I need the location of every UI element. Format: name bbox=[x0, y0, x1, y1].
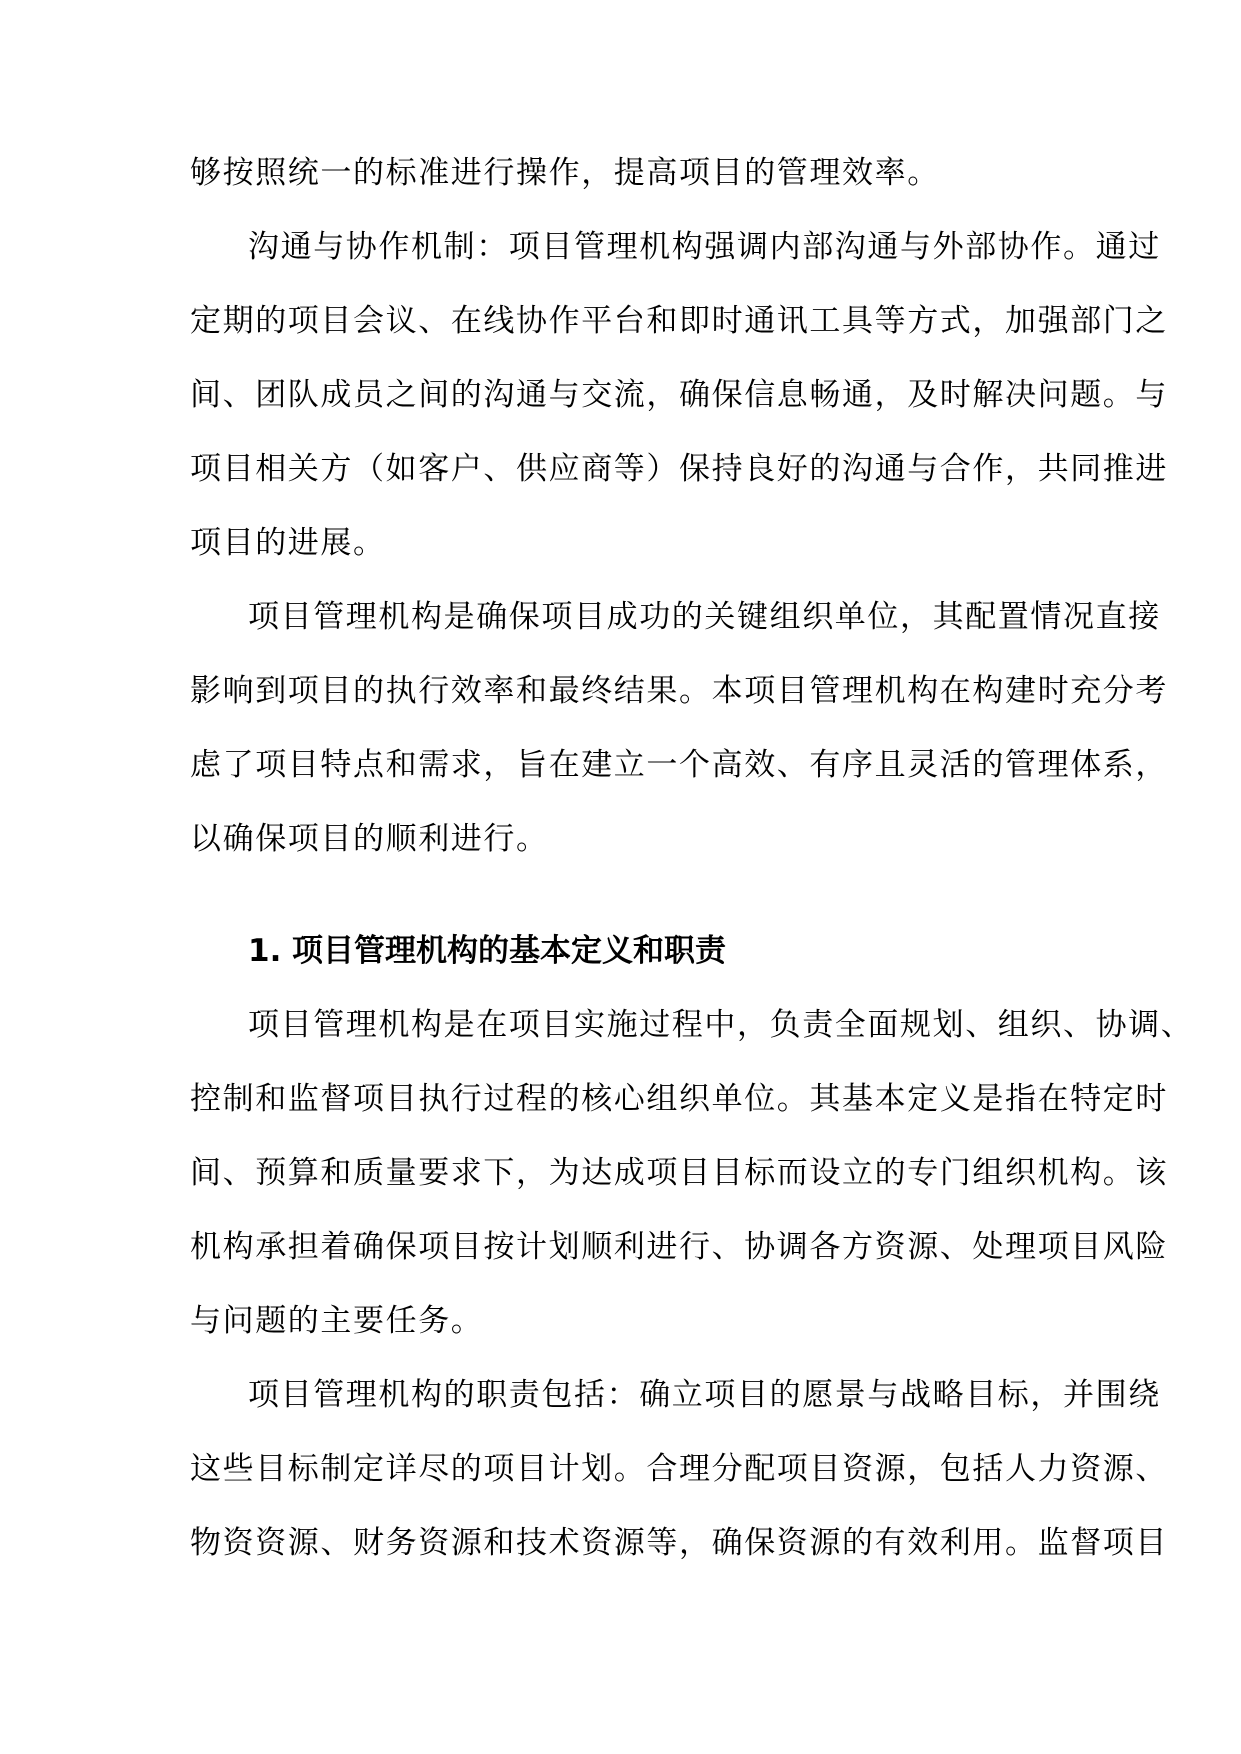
paragraph-definition bbox=[190, 988, 1194, 1358]
text-line: 间、团队成员之间的沟通与交流，确保信息畅通，及时解决问题。与 bbox=[190, 377, 1168, 413]
document-body bbox=[190, 136, 1194, 1580]
paragraph-continuation bbox=[190, 136, 1060, 210]
section-number: 1. bbox=[248, 933, 282, 969]
text-line: 沟通与协作机制：项目管理机构强调内部沟通与外部协作。通过 bbox=[248, 229, 1161, 265]
text-line: 机构承担着确保项目按计划顺利进行、协调各方资源、处理项目风险 bbox=[190, 1229, 1168, 1265]
text-line: 以确保项目的顺利进行。 bbox=[190, 821, 549, 857]
text-line: 定期的项目会议、在线协作平台和即时通讯工具等方式，加强部门之 bbox=[190, 303, 1168, 339]
paragraph-summary bbox=[190, 580, 1168, 876]
text-line: 影响到项目的执行效率和最终结果。本项目管理机构在构建时充分考 bbox=[190, 673, 1168, 709]
text-line: 项目管理机构是确保项目成功的关键组织单位，其配置情况直接 bbox=[248, 599, 1161, 635]
paragraph-responsibilities bbox=[190, 1358, 1168, 1580]
section-spacer bbox=[190, 876, 1060, 914]
text-line: 物资资源、财务资源和技术资源等，确保资源的有效利用。监督项目 bbox=[190, 1525, 1168, 1561]
text-line: 够按照统一的标准进行操作，提高项目的管理效率。 bbox=[190, 155, 940, 191]
text-line: 项目的进展。 bbox=[190, 525, 386, 561]
text-line: 项目管理机构是在项目实施过程中，负责全面规划、组织、协调、 bbox=[248, 1007, 1194, 1043]
text-line: 控制和监督项目执行过程的核心组织单位。其基本定义是指在特定时 bbox=[190, 1081, 1168, 1117]
text-line: 这些目标制定详尽的项目计划。合理分配项目资源，包括人力资源、 bbox=[190, 1451, 1168, 1487]
text-line: 虑了项目特点和需求，旨在建立一个高效、有序且灵活的管理体系， bbox=[190, 747, 1168, 783]
text-line: 与问题的主要任务。 bbox=[190, 1303, 484, 1339]
text-line: 项目管理机构的职责包括：确立项目的愿景与战略目标，并围绕 bbox=[248, 1377, 1161, 1413]
paragraph-communication bbox=[190, 210, 1168, 580]
section-heading bbox=[190, 914, 1060, 988]
text-line: 间、预算和质量要求下，为达成项目目标而设立的专门组织机构。该 bbox=[190, 1155, 1168, 1191]
text-line: 项目相关方（如客户、供应商等）保持良好的沟通与合作，共同推进 bbox=[190, 451, 1168, 487]
section-title: 项目管理机构的基本定义和职责 bbox=[292, 933, 726, 969]
